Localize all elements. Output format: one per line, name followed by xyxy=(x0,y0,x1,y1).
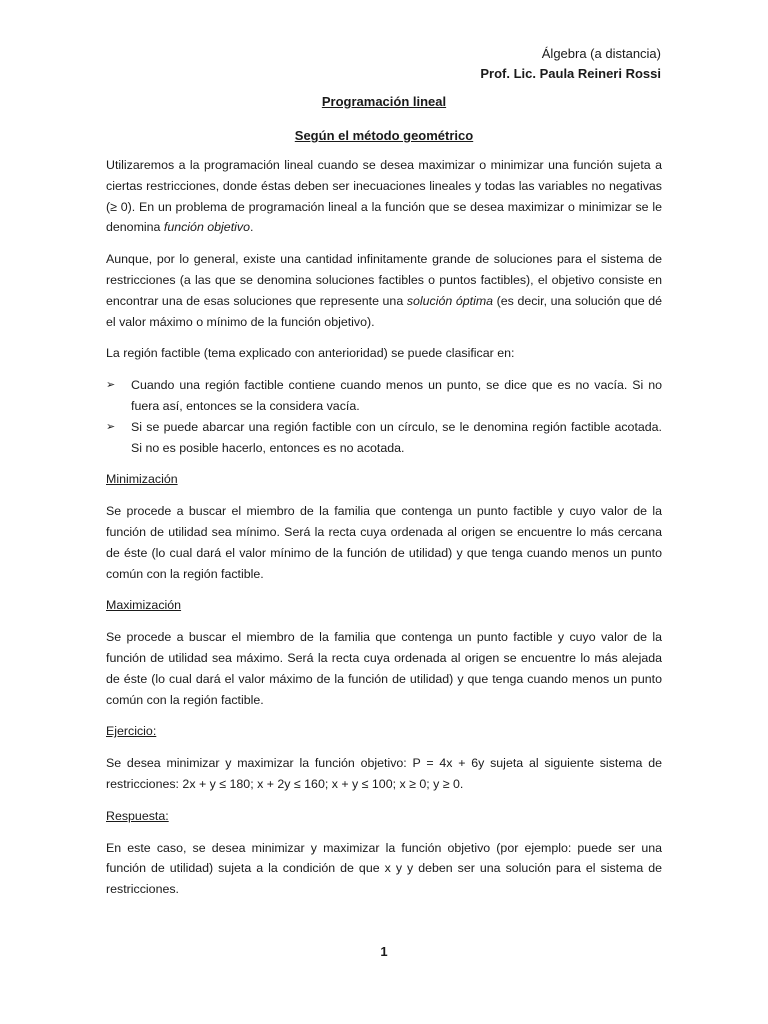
author-name: Prof. Lic. Paula Reineri Rossi xyxy=(480,66,661,81)
answer-heading: Respuesta: xyxy=(106,808,169,823)
answer-paragraph: En este caso, se desea minimizar y maximizar la función objetivo (por ejemplo: puede ser una función de utilidad) sujeta a la condición de que x y y deben ser una solución para el sistema de restricciones. xyxy=(106,840,662,897)
bullet-text: Cuando una región factible contiene cuando menos un punto, se dice que es no vacía. Si no fuera así, entonces se la considera vacía. xyxy=(131,378,662,413)
list-item xyxy=(106,417,662,459)
solutions-text-1: Aunque, por lo general, existe una cantidad infinitamente grande de soluciones para el sistema de restricciones (a las que se denomina soluciones factibles o puntos factibles), el objetivo consiste en encontrar una de esas soluciones que represente una xyxy=(106,252,662,308)
document-title: Programación lineal xyxy=(321,94,447,109)
list-item xyxy=(106,375,662,417)
title-block xyxy=(0,92,768,146)
intro-text-2: . xyxy=(249,220,254,235)
minimization-heading: Minimización xyxy=(106,472,178,487)
solutions-emphasis: solución óptima xyxy=(406,293,494,308)
page-header xyxy=(480,44,661,84)
solutions-paragraph xyxy=(106,249,662,332)
arrow-bullet-icon: ➢ xyxy=(106,379,116,392)
maximization-paragraph: Se procede a buscar el miembro de la familia que contenga un punto factible y cuyo valor de la función de utilidad sea máximo. Será la recta cuya ordenada al origen se encuentre lo más alejada de éste (lo cual dará el valor máximo de la función de utilidad) y que tenga cuando menos un punto común con la región factible. xyxy=(106,630,662,707)
exercise-heading: Ejercicio: xyxy=(106,724,157,739)
arrow-bullet-icon: ➢ xyxy=(106,420,116,433)
bullet-text: Si se puede abarcar una región factible con un círculo, se le denomina región factible acotada. Si no es posible hacerlo, entonces es no acotada. xyxy=(131,419,662,455)
page-number: 1 xyxy=(380,944,388,959)
document-body xyxy=(106,155,662,911)
intro-paragraph xyxy=(106,155,662,238)
document-subtitle: Según el método geométrico xyxy=(294,128,474,143)
intro-text-1: Utilizaremos a la programación lineal cuando se desea maximizar o minimizar una función sujeta a ciertas restricciones, donde éstas deben ser inecuaciones lineales y todas las variables no negativas (≥ 0). En un problema de programación lineal a la función que se desea maximizar o minimizar se le denomina xyxy=(106,158,662,235)
intro-emphasis: función objetivo xyxy=(163,220,250,235)
exercise-paragraph: Se desea minimizar y maximizar la función objetivo: P = 4x + 6y sujeta al siguiente sistema de restricciones: 2x + y ≤ 180; x + 2y ≤ 160; x + y ≤ 100; x ≥ 0; y ≥ 0. xyxy=(106,756,662,791)
maximization-heading: Maximización xyxy=(106,598,182,613)
solutions-text-2: (es decir, una solución que dé el valor máximo o mínimo de la función objetivo). xyxy=(106,293,663,329)
region-bullet-list xyxy=(106,375,662,458)
region-intro-paragraph: La región factible (tema explicado con anterioridad) se puede clasificar en: xyxy=(106,346,515,361)
minimization-paragraph: Se procede a buscar el miembro de la familia que contenga un punto factible y cuyo valor de la función de utilidad sea mínimo. Será la recta cuya ordenada al origen se encuentre lo más cercana de éste (lo cual dará el valor mínimo de la función de utilidad) y que tenga cuando menos un punto común con la región factible. xyxy=(106,504,662,581)
course-name: Álgebra (a distancia) xyxy=(541,46,661,61)
